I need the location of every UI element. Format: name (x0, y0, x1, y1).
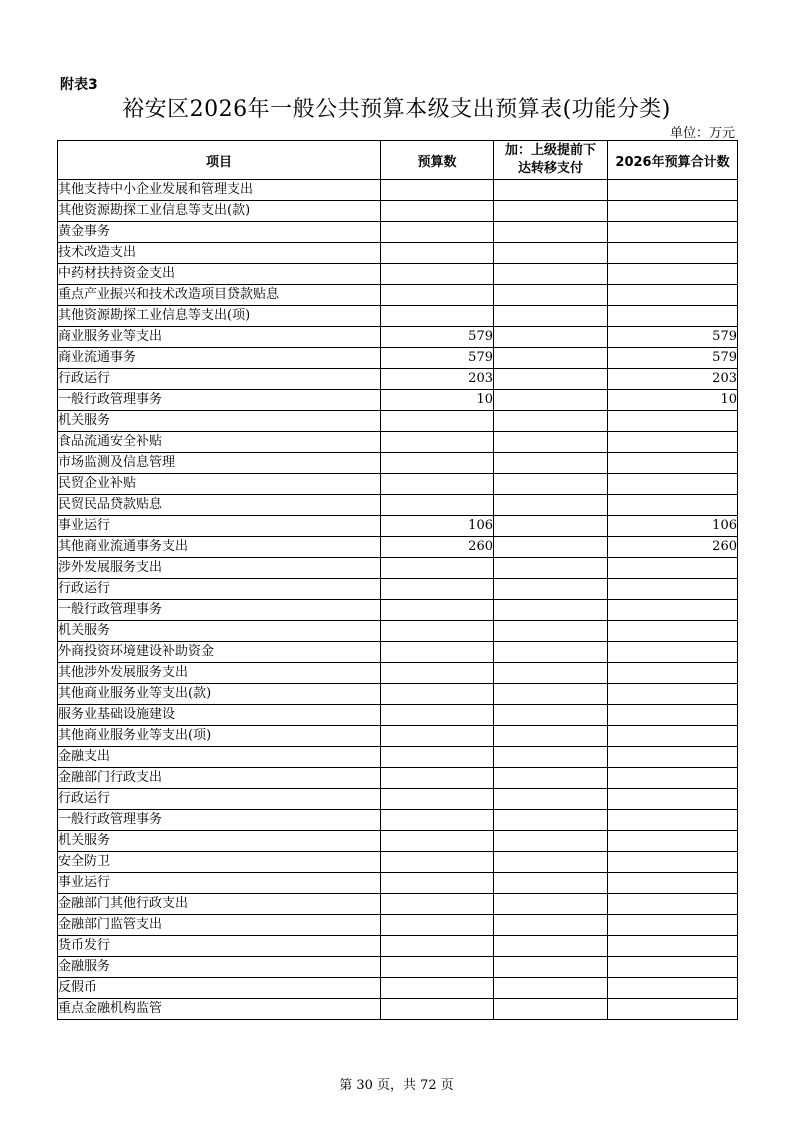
row-item-name: 机关服务 (58, 411, 381, 432)
table-row (58, 768, 738, 789)
row-item-name: 其他资源勘探工业信息等支出(款) (58, 201, 381, 222)
table-row (58, 390, 738, 411)
unit-label: 单位：万元 (669, 126, 735, 141)
table-row (58, 894, 738, 915)
row-budget-value (381, 726, 494, 747)
row-transfer-value (494, 558, 608, 579)
row-budget-value (381, 285, 494, 306)
table-row (58, 474, 738, 495)
row-transfer-value (494, 348, 608, 369)
row-budget-value (381, 222, 494, 243)
row-total-value (608, 411, 738, 432)
row-transfer-value (494, 684, 608, 705)
row-total-value (608, 474, 738, 495)
row-transfer-value (494, 537, 608, 558)
row-budget-value (381, 306, 494, 327)
row-transfer-value (494, 936, 608, 957)
row-item-name: 商业流通事务 (58, 348, 381, 369)
row-total-value (608, 264, 738, 285)
row-budget-value (381, 558, 494, 579)
column-header-total: 2026年预算合计数 (608, 141, 738, 180)
row-total-value: 10 (608, 390, 738, 411)
row-transfer-value (494, 369, 608, 390)
row-transfer-value (494, 810, 608, 831)
row-budget-value (381, 789, 494, 810)
row-transfer-value (494, 264, 608, 285)
table-row (58, 411, 738, 432)
row-total-value (608, 789, 738, 810)
row-item-name: 服务业基础设施建设 (58, 705, 381, 726)
row-item-name: 技术改造支出 (58, 243, 381, 264)
row-total-value (608, 747, 738, 768)
row-transfer-value (494, 621, 608, 642)
row-budget-value (381, 432, 494, 453)
table-row (58, 915, 738, 936)
row-budget-value (381, 768, 494, 789)
row-budget-value (381, 201, 494, 222)
row-total-value (608, 831, 738, 852)
row-total-value (608, 852, 738, 873)
row-transfer-value (494, 579, 608, 600)
row-budget-value (381, 495, 494, 516)
row-transfer-value (494, 705, 608, 726)
row-transfer-value (494, 411, 608, 432)
row-budget-value: 579 (381, 327, 494, 348)
table-row (58, 999, 738, 1020)
row-total-value (608, 684, 738, 705)
row-total-value (608, 453, 738, 474)
row-transfer-value (494, 747, 608, 768)
table-row (58, 621, 738, 642)
row-transfer-value (494, 663, 608, 684)
row-budget-value (381, 180, 494, 201)
row-total-value (608, 180, 738, 201)
table-header-row (58, 141, 738, 180)
row-budget-value (381, 684, 494, 705)
row-item-name: 商业服务业等支出 (58, 327, 381, 348)
row-budget-value: 10 (381, 390, 494, 411)
row-total-value: 260 (608, 537, 738, 558)
table-row (58, 558, 738, 579)
row-item-name: 食品流通安全补贴 (58, 432, 381, 453)
row-item-name: 其他商业流通事务支出 (58, 537, 381, 558)
row-item-name: 黄金事务 (58, 222, 381, 243)
table-row (58, 831, 738, 852)
row-total-value (608, 957, 738, 978)
row-budget-value (381, 999, 494, 1020)
row-budget-value (381, 831, 494, 852)
row-transfer-value (494, 831, 608, 852)
row-budget-value (381, 873, 494, 894)
row-total-value: 106 (608, 516, 738, 537)
row-transfer-value (494, 474, 608, 495)
row-total-value (608, 285, 738, 306)
row-item-name: 行政运行 (58, 579, 381, 600)
table-row (58, 537, 738, 558)
row-total-value (608, 621, 738, 642)
row-transfer-value (494, 222, 608, 243)
row-transfer-value (494, 243, 608, 264)
table-row (58, 453, 738, 474)
table-row (58, 285, 738, 306)
row-item-name: 中药材扶持资金支出 (58, 264, 381, 285)
row-item-name: 一般行政管理事务 (58, 600, 381, 621)
row-total-value (608, 810, 738, 831)
row-item-name: 涉外发展服务支出 (58, 558, 381, 579)
row-total-value: 579 (608, 327, 738, 348)
row-item-name: 金融部门其他行政支出 (58, 894, 381, 915)
row-budget-value: 579 (381, 348, 494, 369)
table-row (58, 957, 738, 978)
row-total-value (608, 558, 738, 579)
table-row (58, 222, 738, 243)
table-row (58, 306, 738, 327)
table-row (58, 201, 738, 222)
annex-label: 附表3 (60, 77, 98, 93)
row-total-value (608, 306, 738, 327)
row-budget-value (381, 600, 494, 621)
table-row (58, 495, 738, 516)
table-row (58, 600, 738, 621)
row-budget-value (381, 747, 494, 768)
row-transfer-value (494, 327, 608, 348)
row-item-name: 市场监测及信息管理 (58, 453, 381, 474)
column-header-item: 项目 (58, 141, 381, 180)
row-item-name: 事业运行 (58, 873, 381, 894)
row-item-name: 行政运行 (58, 789, 381, 810)
row-transfer-value (494, 285, 608, 306)
column-header-transfer-line1: 加：上级提前下 (504, 143, 596, 158)
table-row (58, 264, 738, 285)
row-budget-value (381, 474, 494, 495)
table-row (58, 348, 738, 369)
row-transfer-value (494, 789, 608, 810)
table-row (58, 789, 738, 810)
row-item-name: 行政运行 (58, 369, 381, 390)
table-row (58, 579, 738, 600)
table-row (58, 663, 738, 684)
row-item-name: 一般行政管理事务 (58, 390, 381, 411)
table-row (58, 936, 738, 957)
row-total-value (608, 726, 738, 747)
table-row (58, 180, 738, 201)
table-row (58, 684, 738, 705)
table-row (58, 873, 738, 894)
table-row (58, 369, 738, 390)
row-transfer-value (494, 306, 608, 327)
row-budget-value (381, 453, 494, 474)
row-budget-value (381, 705, 494, 726)
row-budget-value (381, 663, 494, 684)
row-budget-value (381, 579, 494, 600)
table-row (58, 642, 738, 663)
row-transfer-value (494, 999, 608, 1020)
row-budget-value: 106 (381, 516, 494, 537)
row-budget-value: 203 (381, 369, 494, 390)
row-transfer-value (494, 957, 608, 978)
row-total-value (608, 579, 738, 600)
row-budget-value (381, 852, 494, 873)
row-transfer-value (494, 852, 608, 873)
row-item-name: 金融部门行政支出 (58, 768, 381, 789)
row-budget-value (381, 810, 494, 831)
row-item-name: 其他商业服务业等支出(款) (58, 684, 381, 705)
row-total-value (608, 222, 738, 243)
row-budget-value: 260 (381, 537, 494, 558)
row-budget-value (381, 621, 494, 642)
row-item-name: 安全防卫 (58, 852, 381, 873)
table-body (58, 180, 738, 1020)
row-item-name: 事业运行 (58, 516, 381, 537)
row-total-value (608, 600, 738, 621)
row-transfer-value (494, 642, 608, 663)
row-total-value (608, 999, 738, 1020)
row-budget-value (381, 915, 494, 936)
table-row (58, 978, 738, 999)
row-transfer-value (494, 873, 608, 894)
row-budget-value (381, 957, 494, 978)
row-budget-value (381, 411, 494, 432)
table-row (58, 243, 738, 264)
row-transfer-value (494, 390, 608, 411)
row-item-name: 金融支出 (58, 747, 381, 768)
row-transfer-value (494, 600, 608, 621)
table-row (58, 747, 738, 768)
row-transfer-value (494, 894, 608, 915)
row-total-value (608, 243, 738, 264)
row-total-value (608, 915, 738, 936)
row-item-name: 民贸民品贷款贴息 (58, 495, 381, 516)
row-total-value (608, 201, 738, 222)
row-transfer-value (494, 180, 608, 201)
row-budget-value (381, 264, 494, 285)
row-transfer-value (494, 915, 608, 936)
row-item-name: 外商投资环境建设补助资金 (58, 642, 381, 663)
row-total-value: 203 (608, 369, 738, 390)
row-transfer-value (494, 726, 608, 747)
row-transfer-value (494, 495, 608, 516)
table-row (58, 432, 738, 453)
row-total-value (608, 978, 738, 999)
page-footer: 第 30 页，共 72 页 (339, 1078, 454, 1093)
row-budget-value (381, 936, 494, 957)
row-item-name: 民贸企业补贴 (58, 474, 381, 495)
row-transfer-value (494, 432, 608, 453)
row-budget-value (381, 978, 494, 999)
table-row (58, 852, 738, 873)
row-transfer-value (494, 516, 608, 537)
row-item-name: 金融部门监管支出 (58, 915, 381, 936)
row-total-value (608, 894, 738, 915)
row-total-value (608, 768, 738, 789)
row-item-name: 其他涉外发展服务支出 (58, 663, 381, 684)
row-total-value (608, 663, 738, 684)
row-item-name: 反假币 (58, 978, 381, 999)
budget-table (57, 140, 738, 1020)
row-transfer-value (494, 201, 608, 222)
row-budget-value (381, 642, 494, 663)
row-transfer-value (494, 978, 608, 999)
row-total-value (608, 432, 738, 453)
row-item-name: 机关服务 (58, 831, 381, 852)
row-item-name: 重点金融机构监管 (58, 999, 381, 1020)
row-item-name: 其他支持中小企业发展和管理支出 (58, 180, 381, 201)
row-total-value (608, 495, 738, 516)
table-row (58, 726, 738, 747)
row-item-name: 货币发行 (58, 936, 381, 957)
page-title: 裕安区2026年一般公共预算本级支出预算表(功能分类) (122, 97, 671, 122)
row-total-value (608, 642, 738, 663)
row-total-value: 579 (608, 348, 738, 369)
table-row (58, 705, 738, 726)
row-transfer-value (494, 453, 608, 474)
column-header-budget: 预算数 (381, 141, 494, 180)
table-row (58, 327, 738, 348)
row-total-value (608, 936, 738, 957)
row-item-name: 金融服务 (58, 957, 381, 978)
row-item-name: 其他资源勘探工业信息等支出(项) (58, 306, 381, 327)
row-budget-value (381, 243, 494, 264)
row-item-name: 重点产业振兴和技术改造项目贷款贴息 (58, 285, 381, 306)
row-item-name: 机关服务 (58, 621, 381, 642)
row-total-value (608, 873, 738, 894)
table-row (58, 810, 738, 831)
row-budget-value (381, 894, 494, 915)
column-header-transfer-line2: 达转移支付 (517, 161, 583, 176)
column-header-transfer (494, 141, 608, 180)
row-total-value (608, 705, 738, 726)
row-item-name: 其他商业服务业等支出(项) (58, 726, 381, 747)
row-item-name: 一般行政管理事务 (58, 810, 381, 831)
table-row (58, 516, 738, 537)
row-transfer-value (494, 768, 608, 789)
